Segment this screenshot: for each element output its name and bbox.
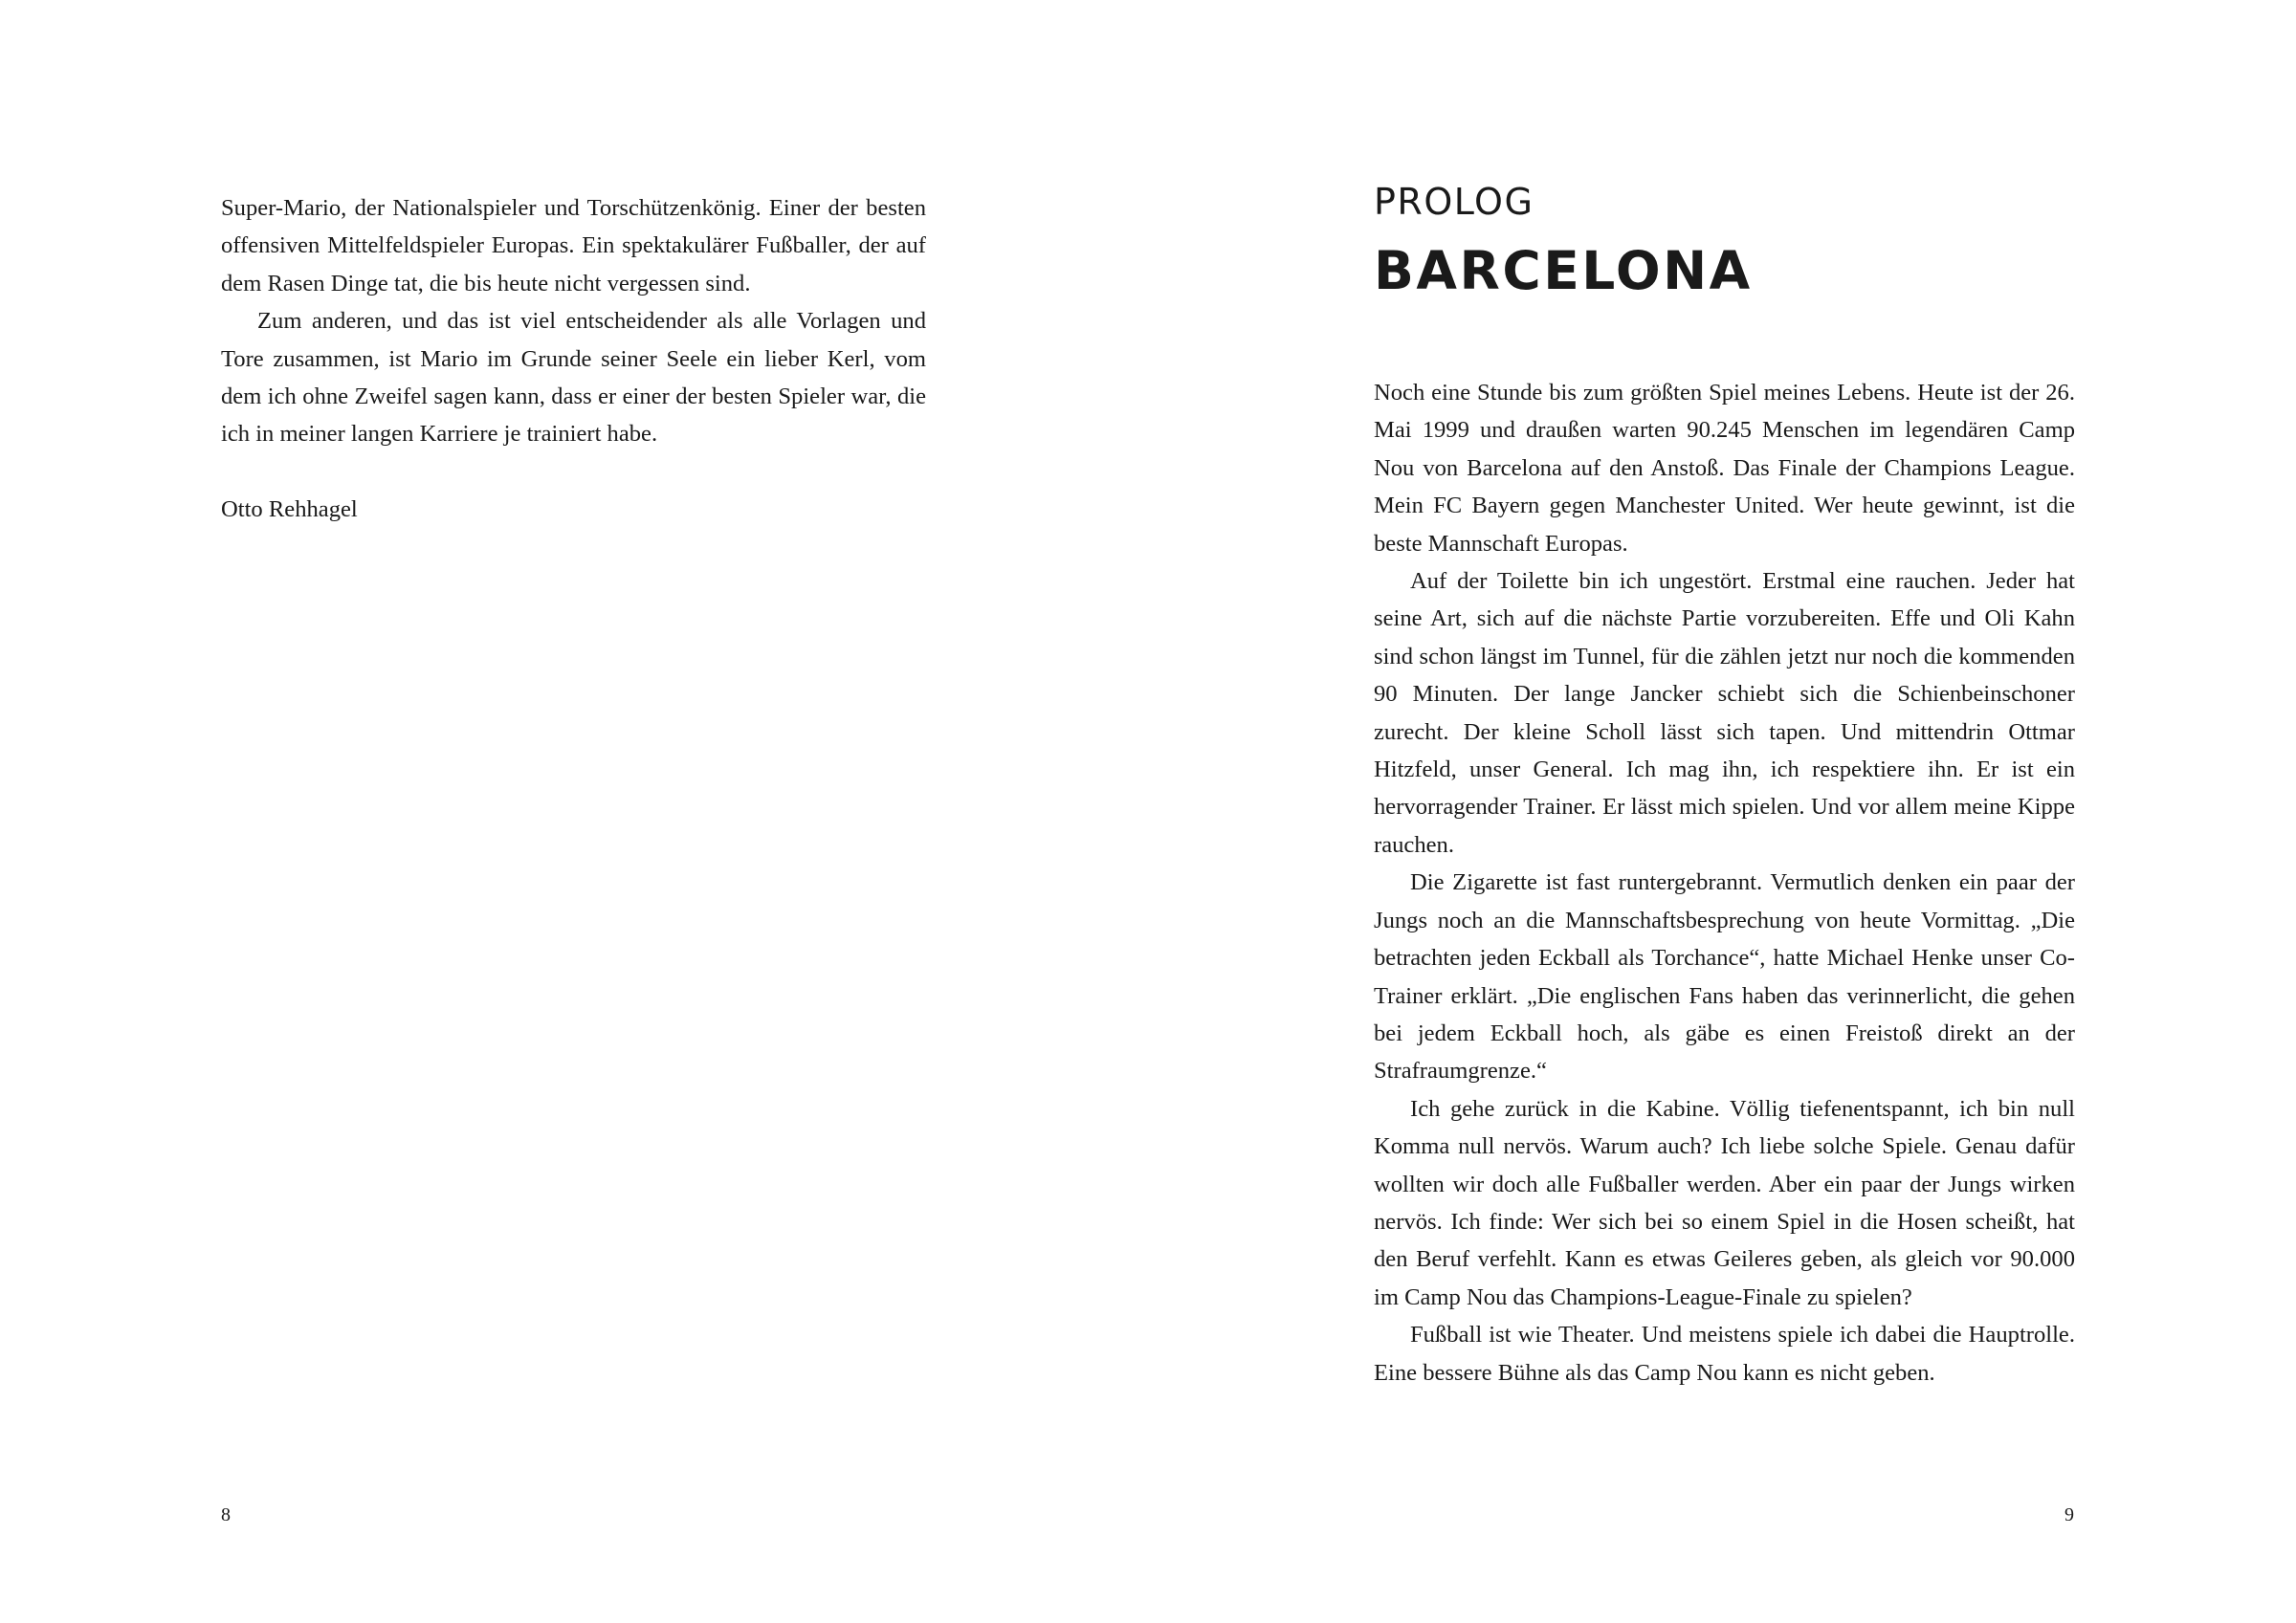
paragraph: Ich gehe zurück in die Kabine. Völlig tiefenentspannt, ich bin null Komma null nervös. Warum auch? Ich liebe solche Spiele. Genau dafür wollten wir doch alle Fußballer werden. Aber ein paar der Jungs wirken nervös. Ich finde: Wer sich bei so einem Spiel in die Hosen scheißt, hat den Beruf verfehlt. Kann es etwas Geileres geben, als gleich vor 90.000 im Camp Nou das Champions-League-Finale zu spielen? (1374, 1095, 2075, 1310)
paragraph: Super-Mario, der Nationalspieler und Torschützenkönig. Einer der besten offensiven Mittelfeldspieler Europas. Ein spektakulärer Fußballer, der auf dem Rasen Dinge tat, die bis heute nicht vergessen sind. (221, 195, 926, 296)
left-page-text (221, 189, 926, 529)
chapter-title: BARCELONA (1374, 240, 1753, 301)
paragraph: Noch eine Stunde bis zum größten Spiel meines Lebens. Heute ist der 26. Mai 1999 und draußen warten 90.245 Menschen im legendären Camp Nou von Barcelona auf den Anstoß. Das Finale der Champions League. Mein FC Bayern gegen Manchester United. Wer heute gewinnt, ist die beste Mannschaft Europas. (1374, 380, 2075, 557)
right-page (1148, 0, 2296, 1623)
chapter-kicker: PROLOG (1374, 181, 1534, 223)
paragraph: Auf der Toilette bin ich ungestört. Erstmal eine rauchen. Jeder hat seine Art, sich auf die nächste Partie vorzubereiten. Effe und Oli Kahn sind schon längst im Tunnel, für die zählen jetzt nur noch die kommenden 90 Minuten. Der lange Jancker schiebt sich die Schienbeinschoner zurecht. Der kleine Scholl lässt sich tapen. Und mittendrin Ottmar Hitzfeld, unser General. Ich mag ihn, ich respektiere ihn. Er ist ein hervorragender Trainer. Er lässt mich spielen. Und vor allem meine Kippe rauchen. (1374, 568, 2075, 858)
paragraph: Die Zigarette ist fast runtergebrannt. Vermutlich denken ein paar der Jungs noch an die Mannschaftsbesprechung von heute Vormittag. „Die betrachten jeden Eckball als Torchance“, hatte Michael Henke unser Co-Trainer erklärt. „Die englischen Fans haben das verinnerlicht, die gehen bei jedem Eckball hoch, als gäbe es einen Freistoß direkt an der Strafraumgrenze.“ (1374, 869, 2075, 1085)
paragraph: Fußball ist wie Theater. Und meistens spiele ich dabei die Hauptrolle. Eine bessere Bühne als das Camp Nou kann es nicht geben. (1374, 1322, 2075, 1386)
page-number-left: 8 (221, 1504, 231, 1525)
paragraph: Zum anderen, und das ist viel entscheidender als alle Vorlagen und Tore zusammen, ist Mario im Grunde seiner Seele ein lieber Kerl, vom dem ich ohne Zweifel sagen kann, dass er einer der besten Spieler war, die ich in meiner langen Karriere je trainiert habe. (221, 308, 926, 448)
signature: Otto Rehhagel (221, 496, 358, 523)
right-page-text (1374, 374, 2075, 1392)
page-number-right: 9 (2064, 1504, 2074, 1525)
